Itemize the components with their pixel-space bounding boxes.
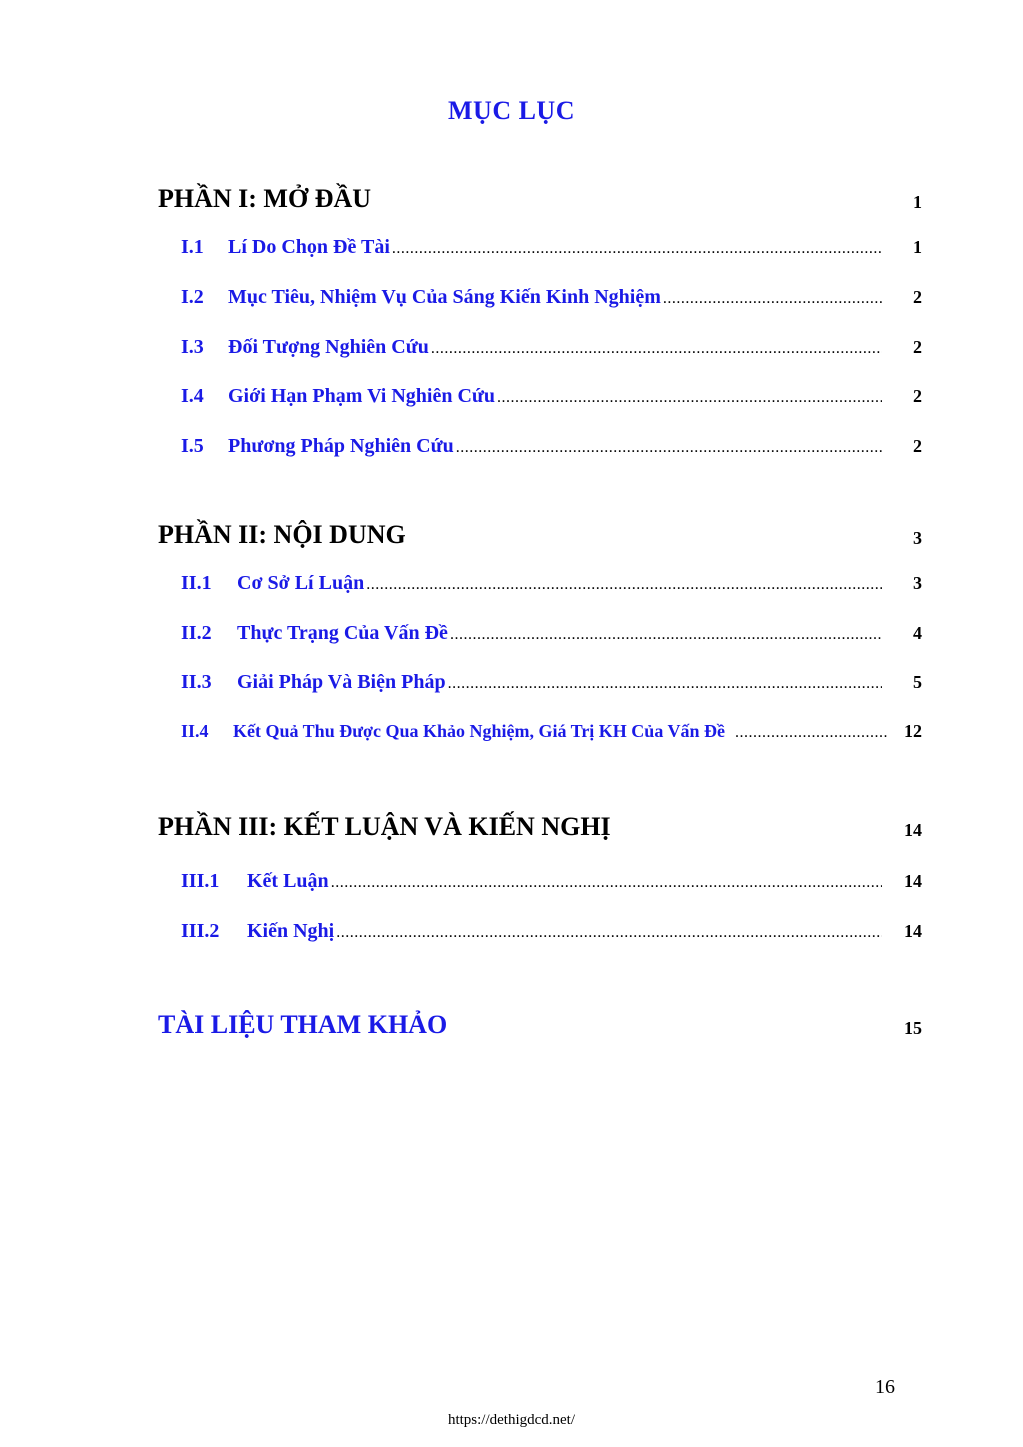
entry-label: Lí Do Chọn Đề Tài xyxy=(228,236,390,258)
entry-label: Mục Tiêu, Nhiệm Vụ Của Sáng Kiến Kinh Nghiệm xyxy=(228,286,661,308)
section-title: PHẦN I: MỞ ĐẦU xyxy=(158,184,372,213)
toc-entry-i-1[interactable] xyxy=(181,236,922,262)
entry-page-number: 14 xyxy=(904,871,922,891)
section-heading-references[interactable] xyxy=(158,1010,922,1044)
entry-label: Thực Trạng Của Vấn Đề xyxy=(237,622,448,644)
entry-page-number: 5 xyxy=(913,672,922,692)
entry-page-number: 2 xyxy=(913,337,922,357)
entry-label: Kết Quả Thu Được Qua Khảo Nghiệm, Giá Trị KH Của Vấn Đề xyxy=(233,721,725,741)
toc-entry-iii-2[interactable] xyxy=(181,920,922,946)
toc-entry-ii-4[interactable] xyxy=(181,721,922,747)
section-page-number: 1 xyxy=(913,192,922,212)
entry-number: II.2 xyxy=(181,622,212,644)
dot-leader xyxy=(431,340,882,358)
dot-leader xyxy=(331,874,882,892)
entry-page-number: 3 xyxy=(913,573,922,593)
dot-leader xyxy=(336,924,882,942)
entry-number: I.4 xyxy=(181,385,204,407)
toc-entry-i-4[interactable] xyxy=(181,385,922,411)
entry-page-number: 4 xyxy=(913,623,922,643)
page-title: MỤC LỤC xyxy=(448,96,575,125)
entry-number: III.1 xyxy=(181,870,220,892)
page-number: 16 xyxy=(875,1376,895,1398)
toc-entry-i-2[interactable] xyxy=(181,286,922,312)
entry-number: III.2 xyxy=(181,920,220,942)
entry-number: I.2 xyxy=(181,286,204,308)
entry-label: Đối Tượng Nghiên Cứu xyxy=(228,336,429,358)
dot-leader xyxy=(497,389,882,407)
entry-number: I.1 xyxy=(181,236,204,258)
section-title: PHẦN II: NỘI DUNG xyxy=(158,520,406,549)
toc-entry-ii-2[interactable] xyxy=(181,622,922,648)
section-page-number: 3 xyxy=(913,528,922,548)
entry-label: Giải Pháp Và Biện Pháp xyxy=(237,671,446,693)
section-heading-2[interactable] xyxy=(158,520,922,554)
section-heading-1[interactable] xyxy=(158,184,922,218)
toc-entry-i-5[interactable] xyxy=(181,435,922,461)
entry-page-number: 14 xyxy=(904,921,922,941)
dot-leader xyxy=(663,290,882,308)
dot-leader xyxy=(735,724,888,742)
entry-label: Cơ Sở Lí Luận xyxy=(237,572,365,594)
section-title: TÀI LIỆU THAM KHẢO xyxy=(158,1010,448,1039)
toc-entry-ii-3[interactable] xyxy=(181,671,922,697)
entry-page-number: 12 xyxy=(904,721,922,741)
entry-page-number: 2 xyxy=(913,436,922,456)
entry-label: Kiến Nghị xyxy=(247,920,335,942)
dot-leader xyxy=(392,240,882,258)
entry-label: Kết Luận xyxy=(247,870,329,892)
entry-page-number: 2 xyxy=(913,386,922,406)
dot-leader xyxy=(456,439,882,457)
toc-entry-ii-1[interactable] xyxy=(181,572,922,598)
entry-number: II.1 xyxy=(181,572,212,594)
entry-number: II.3 xyxy=(181,671,212,693)
entry-label: Giới Hạn Phạm Vi Nghiên Cứu xyxy=(228,385,496,407)
toc-entry-iii-1[interactable] xyxy=(181,870,922,896)
entry-number: II.4 xyxy=(181,721,209,741)
entry-number: I.3 xyxy=(181,336,204,358)
section-title: PHẦN III: KẾT LUẬN VÀ KIẾN NGHỊ xyxy=(158,812,611,841)
footer-url[interactable]: https://dethigdcd.net/ xyxy=(447,1412,576,1428)
dot-leader xyxy=(448,675,882,693)
entry-page-number: 1 xyxy=(913,237,922,257)
entry-label: Phương Pháp Nghiên Cứu xyxy=(228,435,454,457)
toc-entry-i-3[interactable] xyxy=(181,336,922,362)
entry-number: I.5 xyxy=(181,435,204,457)
section-page-number: 14 xyxy=(904,820,922,840)
section-heading-3[interactable] xyxy=(158,812,922,846)
dot-leader xyxy=(450,626,882,644)
section-page-number: 15 xyxy=(904,1018,922,1038)
entry-page-number: 2 xyxy=(913,287,922,307)
dot-leader xyxy=(366,576,882,594)
